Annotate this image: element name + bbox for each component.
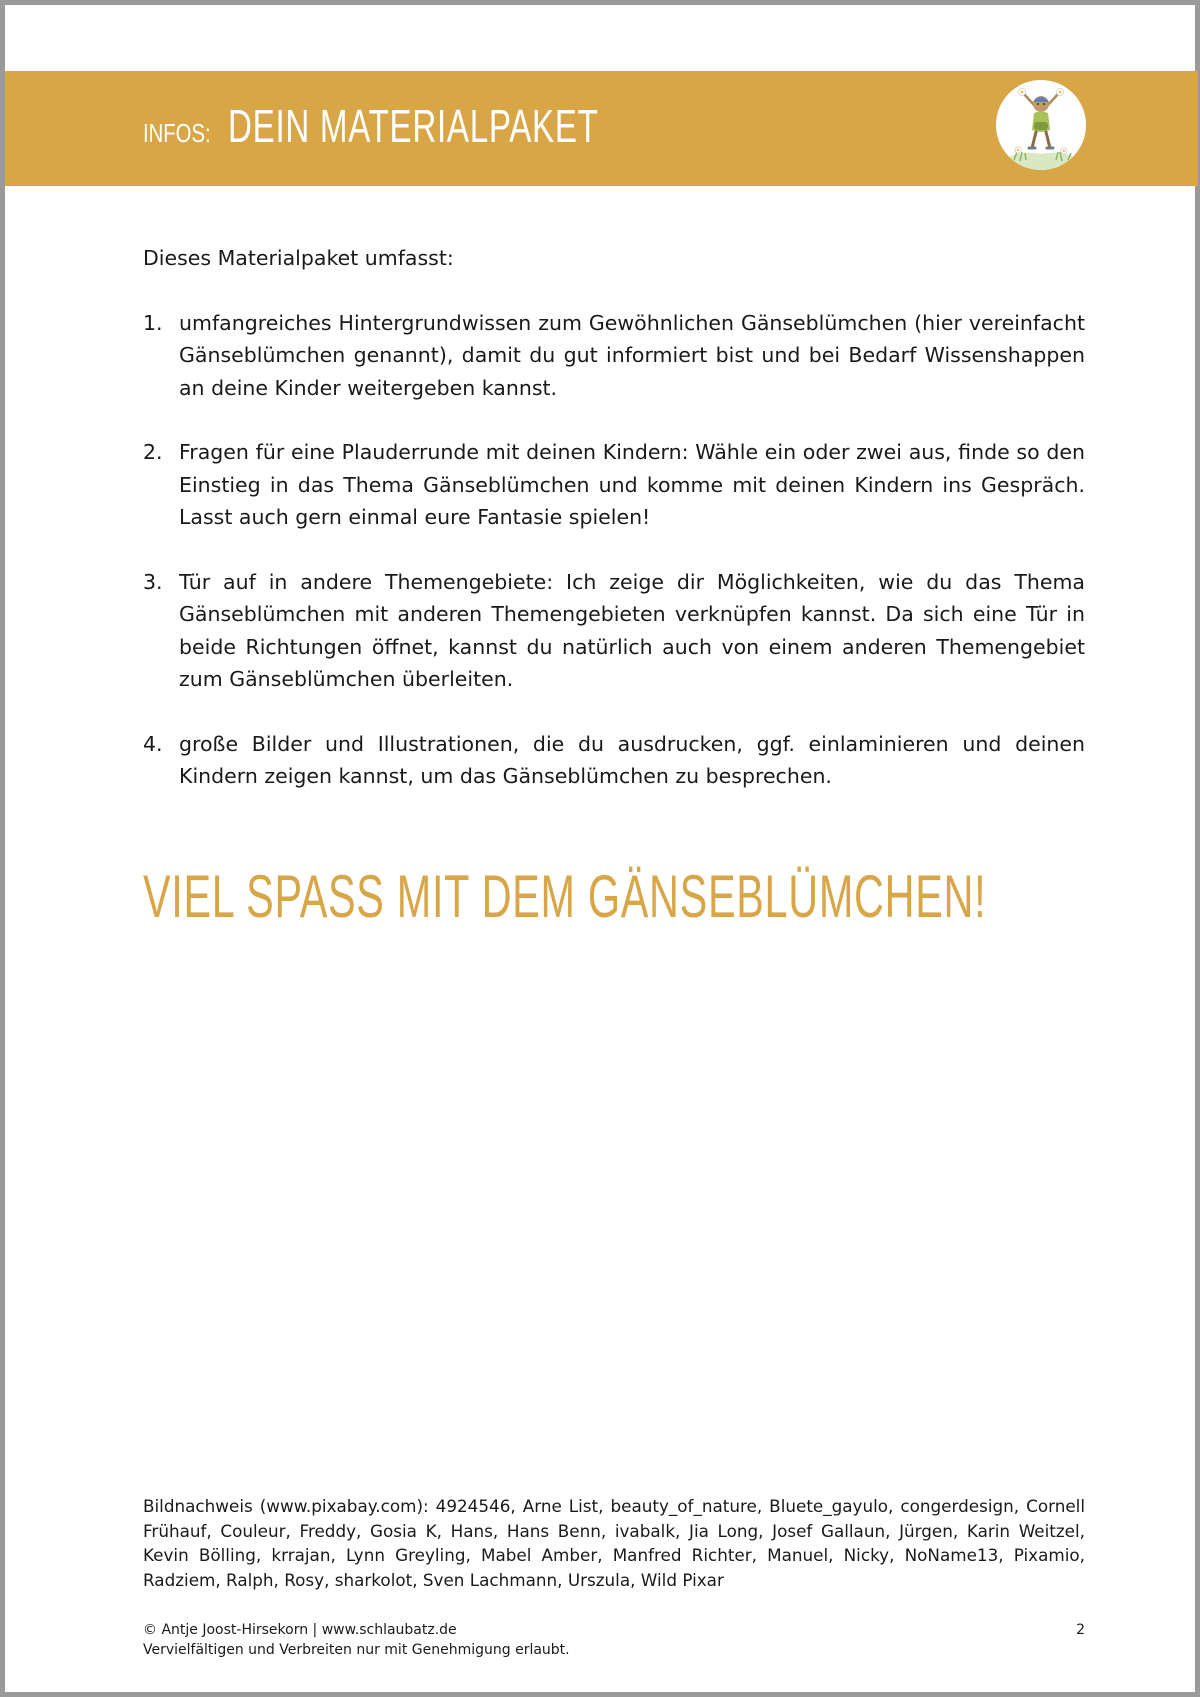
list-item (143, 728, 1085, 793)
page-title-prefix: INFOS: (143, 118, 211, 148)
list-item-number: 3. (143, 569, 163, 594)
header-band (5, 71, 1198, 186)
closing-heading: VIEL SPASS MIT DEM GÄNSEBLÜMCHEN! (143, 863, 987, 930)
list-item-number: 1. (143, 310, 163, 335)
page-footer (143, 1620, 1085, 1660)
logo-illustration (996, 80, 1086, 170)
list-item-number: 4. (143, 731, 163, 756)
footer-copyright: © Antje Joost-Hirsekorn | www.schlaubatz.de (143, 1622, 457, 1638)
image-credits (143, 1494, 1085, 1592)
page-number: 2 (1076, 1622, 1085, 1638)
main-content (143, 242, 1085, 825)
list-item (143, 566, 1085, 696)
page-title (143, 99, 743, 153)
list-item-text: Fragen für eine Plauderrunde mit deinen Kindern: Wähle ein oder zwei aus, finde so den Einstieg in das Thema Gänseblümchen und komme mit deinen Kindern ins Gespräch. Lasst auch gern einmal eure Fantasie spielen! (179, 440, 1085, 529)
material-list (143, 307, 1085, 793)
footer-notice: Vervielfältigen und Verbreiten nur mit Genehmigung erlaubt. (143, 1642, 570, 1658)
image-credits-text: (www.pixabay.com): 4924546, Arne List, beauty_of_nature, Bluete_gayulo, congerdesign, Cornell Frühauf, Couleur, Freddy, Gosia K, Hans, Hans Benn, ivabalk, Jia Long, Josef Gallaun, Jürgen, Karin Weitzel, Kevin Bölling, krrajan, Lynn Greyling, Mabel Amber, Manfred Richter, Manuel, Nicky, NoName13, Pixamio, Radziem, Ralph, Rosy, sharkolot, Sven Lachmann, Urszula, Wild Pixar (143, 1496, 1085, 1590)
intro-text: Dieses Materialpaket umfasst: (143, 246, 454, 270)
list-item-text: umfangreiches Hintergrundwissen zum Gewöhnlichen Gänseblümchen (hier vereinfacht Gänseblümchen genannt), damit du gut informiert bist und bei Bedarf Wissenshappen an deine Kinder weitergeben kannst. (179, 310, 1085, 400)
list-item-text: Tür auf in andere Themengebiete: Ich zeige dir Möglichkeiten, wie du das Thema Gänseblümchen mit anderen Themengebieten verknüpfen kannst. Da sich eine Tür in beide Richtungen öffnet, kannst du natürlich auch von einem anderen Themengebiet zum Gänseblümchen überleiten. (179, 569, 1085, 691)
list-item-number: 2. (143, 440, 163, 464)
page-title-main: DEIN MATERIALPAKET (228, 100, 599, 152)
image-credits-label: Bildnachweis (143, 1496, 253, 1516)
list-item-text: große Bilder und Illustrationen, die du ausdrucken, ggf. einlaminieren und deinen Kindern zeigen kannst, um das Gänseblümchen zu besprechen. (179, 731, 1085, 788)
list-item (143, 307, 1085, 405)
child-with-daisy-logo (996, 80, 1086, 170)
list-item (143, 436, 1085, 534)
